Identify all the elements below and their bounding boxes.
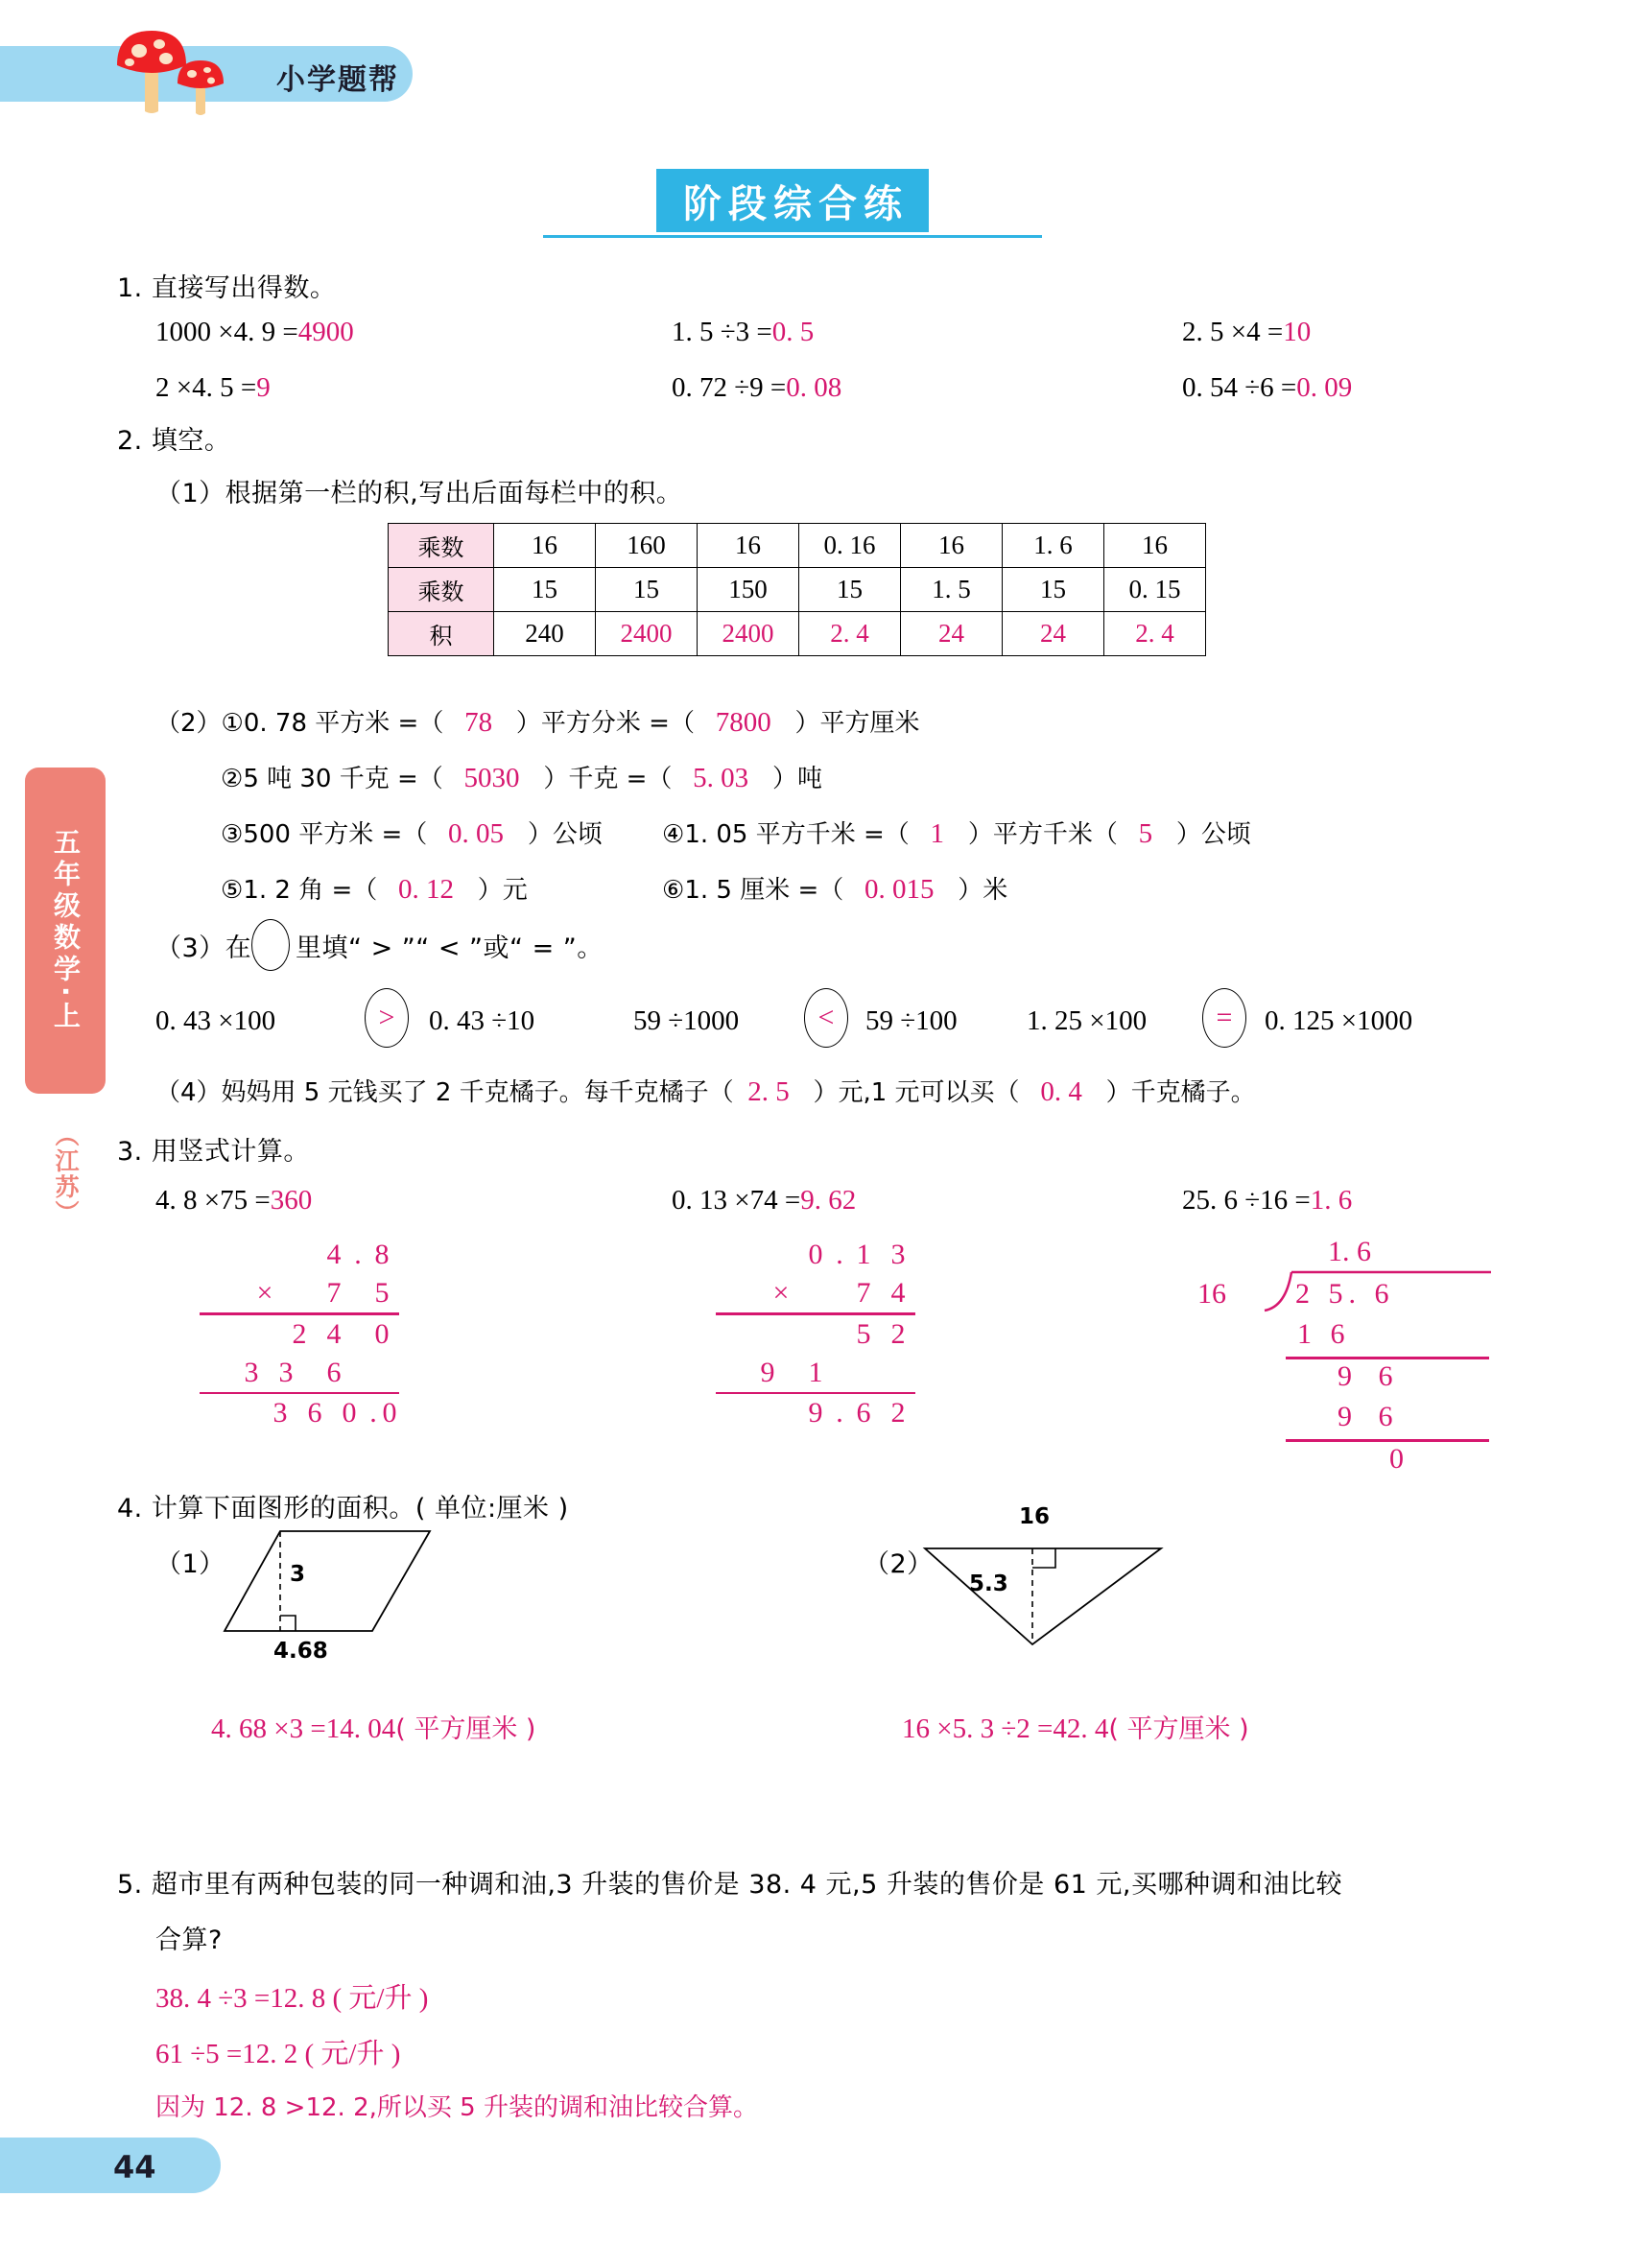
division-dividend: 2 5. 6 xyxy=(1295,1278,1395,1310)
q4-fig1-label: （1） xyxy=(155,1549,225,1579)
q5-solution-2: 因为 12. 8 >12. 2,所以买 5 升装的调和油比较合算。 xyxy=(155,2093,758,2122)
vcalc-row: 3 6 0 . 0 xyxy=(272,1397,397,1429)
cell-p-3: 2. 4 xyxy=(799,612,901,656)
division-rule xyxy=(1286,1357,1489,1359)
q2-sub3-heading-a: （3）在 xyxy=(155,933,252,963)
q2-sub2-item-3: ④1. 05 平方千米 =（ 1 ）平方千米（ 5 ）公顷 xyxy=(662,818,1251,849)
vertical-calc-0 xyxy=(173,1236,399,1432)
q4-fig1-answer: 4. 68 ×3 =14. 04( 平方厘米 ) xyxy=(211,1713,536,1744)
table-row-factor2 xyxy=(389,568,1206,612)
vcalc-row: 4 . 8 xyxy=(326,1239,390,1270)
q2-sub2-item-4: ⑤1. 2 角 =（ 0. 12 ）元 xyxy=(221,874,528,905)
vertical-calc-1 xyxy=(689,1236,915,1432)
q1-item-4: 0. 72 ÷9 =0. 08 xyxy=(672,372,842,403)
cell-f1-1: 160 xyxy=(596,524,698,568)
cell-f2-0: 15 xyxy=(494,568,596,612)
cell-p-5: 24 xyxy=(1003,612,1104,656)
vertical-calc-2 xyxy=(1182,1236,1499,1475)
cell-f2-2: 150 xyxy=(698,568,799,612)
division-step-2: 9 6 xyxy=(1338,1401,1403,1432)
q2-sub4: （4）妈妈用 5 元钱买了 2 千克橘子。每千克橘子（ 2. 5 ）元,1 元可以买（ 0. 4 ）千克橘子。 xyxy=(155,1076,1256,1107)
vcalc-row: × 7 4 xyxy=(772,1277,906,1309)
compare-2-sign: = xyxy=(1202,988,1246,1048)
triangle-figure xyxy=(921,1527,1171,1652)
division-divisor: 16 xyxy=(1197,1278,1226,1310)
cell-p-2: 2400 xyxy=(698,612,799,656)
q3-expr-1: 0. 13 ×74 =9. 62 xyxy=(672,1185,857,1216)
blank-oval-icon xyxy=(251,919,290,971)
compare-0-left: 0. 43 ×100 xyxy=(155,1005,276,1036)
products-table xyxy=(388,523,1206,656)
q2-sub2-item-5: ⑥1. 5 厘米 =（ 0. 015 ）米 xyxy=(662,874,1008,905)
division-quotient: 1. 6 xyxy=(1328,1236,1371,1267)
q1-heading: 1. 直接写出得数。 xyxy=(117,273,337,303)
vcalc-row: 9 . 6 2 xyxy=(808,1397,906,1429)
compare-1-right: 59 ÷100 xyxy=(865,1005,958,1036)
cell-f1-6: 16 xyxy=(1104,524,1206,568)
table-row-factor1 xyxy=(389,524,1206,568)
parallelogram-height-label: 3 xyxy=(290,1562,306,1587)
banner-title: 阶段综合练 xyxy=(683,181,909,226)
triangle-height-label: 5.3 xyxy=(969,1571,1008,1596)
q1-item-5: 0. 54 ÷6 =0. 09 xyxy=(1182,372,1353,403)
division-remainder: 0 xyxy=(1389,1443,1404,1475)
row-header-factor2: 乘数 xyxy=(389,568,494,612)
vcalc-row: 2 4 0 xyxy=(292,1317,390,1350)
q5-heading-line1: 5. 超市里有两种包装的同一种调和油,3 升装的售价是 38. 4 元,5 升装的售价是 61 元,买哪种调和油比较 xyxy=(117,1870,1342,1900)
cell-f1-2: 16 xyxy=(698,524,799,568)
q1-item-2: 2. 5 ×4 =10 xyxy=(1182,317,1312,347)
division-rule xyxy=(1286,1439,1489,1442)
division-step-0: 1 6 xyxy=(1297,1318,1351,1350)
q1-item-3: 2 ×4. 5 =9 xyxy=(155,372,271,403)
cell-f1-0: 16 xyxy=(494,524,596,568)
q2-sub1-heading: （1）根据第一栏的积,写出后面每栏中的积。 xyxy=(155,479,683,508)
compare-1-sign: < xyxy=(804,988,848,1048)
vcalc-row: 0 . 1 3 xyxy=(808,1239,906,1270)
side-province xyxy=(25,1122,106,1231)
row-header-product: 积 xyxy=(389,612,494,656)
q5-solution-0: 38. 4 ÷3 =12. 8 ( 元/升 ) xyxy=(155,1983,429,2014)
banner-underline xyxy=(543,235,1042,238)
cell-p-6: 2. 4 xyxy=(1104,612,1206,656)
cell-f2-1: 15 xyxy=(596,568,698,612)
q4-fig2-answer: 16 ×5. 3 ÷2 =42. 4( 平方厘米 ) xyxy=(902,1713,1249,1744)
page-number-band xyxy=(0,2138,221,2193)
side-tab-label: 五年级数学·上 xyxy=(50,828,82,1033)
side-tab-grade xyxy=(25,768,106,1094)
page-number: 44 xyxy=(113,2149,156,2185)
cell-f2-5: 15 xyxy=(1003,568,1104,612)
cell-f2-6: 0. 15 xyxy=(1104,568,1206,612)
q5-heading-line2: 合算? xyxy=(155,1925,223,1955)
parallelogram-base-label: 4.68 xyxy=(273,1639,328,1664)
row-header-factor1: 乘数 xyxy=(389,524,494,568)
cell-f1-4: 16 xyxy=(901,524,1003,568)
cell-f2-4: 1. 5 xyxy=(901,568,1003,612)
compare-0-right: 0. 43 ÷10 xyxy=(429,1005,535,1036)
cell-p-0: 240 xyxy=(494,612,596,656)
vcalc-row: × 7 5 xyxy=(256,1277,390,1309)
q3-heading: 3. 用竖式计算。 xyxy=(117,1137,310,1167)
q1-item-0: 1000 ×4. 9 =4900 xyxy=(155,317,354,347)
triangle-base-label: 16 xyxy=(1019,1504,1051,1529)
q2-sub3-heading-b: 里填“ > ”“ < ”或“ = ”。 xyxy=(296,933,604,963)
section-banner xyxy=(543,169,1042,238)
q2-heading: 2. 填空。 xyxy=(117,426,231,456)
table-row-product xyxy=(389,612,1206,656)
q2-sub2-item-0: （2）①0. 78 平方米 =（ 78 ）平方分米 =（ 7800 ）平方厘米 xyxy=(155,707,920,738)
q2-sub2-item-2: ③500 平方米 =（ 0. 05 ）公顷 xyxy=(221,818,603,849)
cell-p-1: 2400 xyxy=(596,612,698,656)
cell-f2-3: 15 xyxy=(799,568,901,612)
q4-fig2-label: （2） xyxy=(864,1549,934,1579)
compare-2-left: 1. 25 ×100 xyxy=(1027,1005,1148,1036)
compare-1-left: 59 ÷1000 xyxy=(633,1005,740,1036)
mushroom-small-icon xyxy=(175,58,228,117)
cell-f1-5: 1. 6 xyxy=(1003,524,1104,568)
q5-solution-1: 61 ÷5 =12. 2 ( 元/升 ) xyxy=(155,2039,401,2069)
side-province-label: （江苏） xyxy=(52,1122,80,1226)
vcalc-row: 3 3 6 xyxy=(244,1356,342,1388)
parallelogram-figure xyxy=(223,1525,434,1650)
brand-title: 小学题帮 xyxy=(276,63,399,97)
compare-2-right: 0. 125 ×1000 xyxy=(1265,1005,1413,1036)
vcalc-row: 5 2 xyxy=(856,1317,906,1350)
division-step-1: 9 6 xyxy=(1338,1360,1403,1392)
cell-p-4: 24 xyxy=(901,612,1003,656)
vcalc-row: 9 1 xyxy=(760,1356,823,1388)
q1-item-1: 1. 5 ÷3 =0. 5 xyxy=(672,317,815,347)
compare-0-sign: > xyxy=(365,988,409,1048)
q3-expr-2: 25. 6 ÷16 =1. 6 xyxy=(1182,1185,1353,1216)
cell-f1-3: 0. 16 xyxy=(799,524,901,568)
q2-sub2-item-1: ②5 吨 30 千克 =（ 5030 ）千克 =（ 5. 03 ）吨 xyxy=(221,763,822,793)
q4-heading: 4. 计算下面图形的面积。( 单位:厘米 ) xyxy=(117,1494,569,1524)
q3-expr-0: 4. 8 ×75 =360 xyxy=(155,1185,313,1216)
